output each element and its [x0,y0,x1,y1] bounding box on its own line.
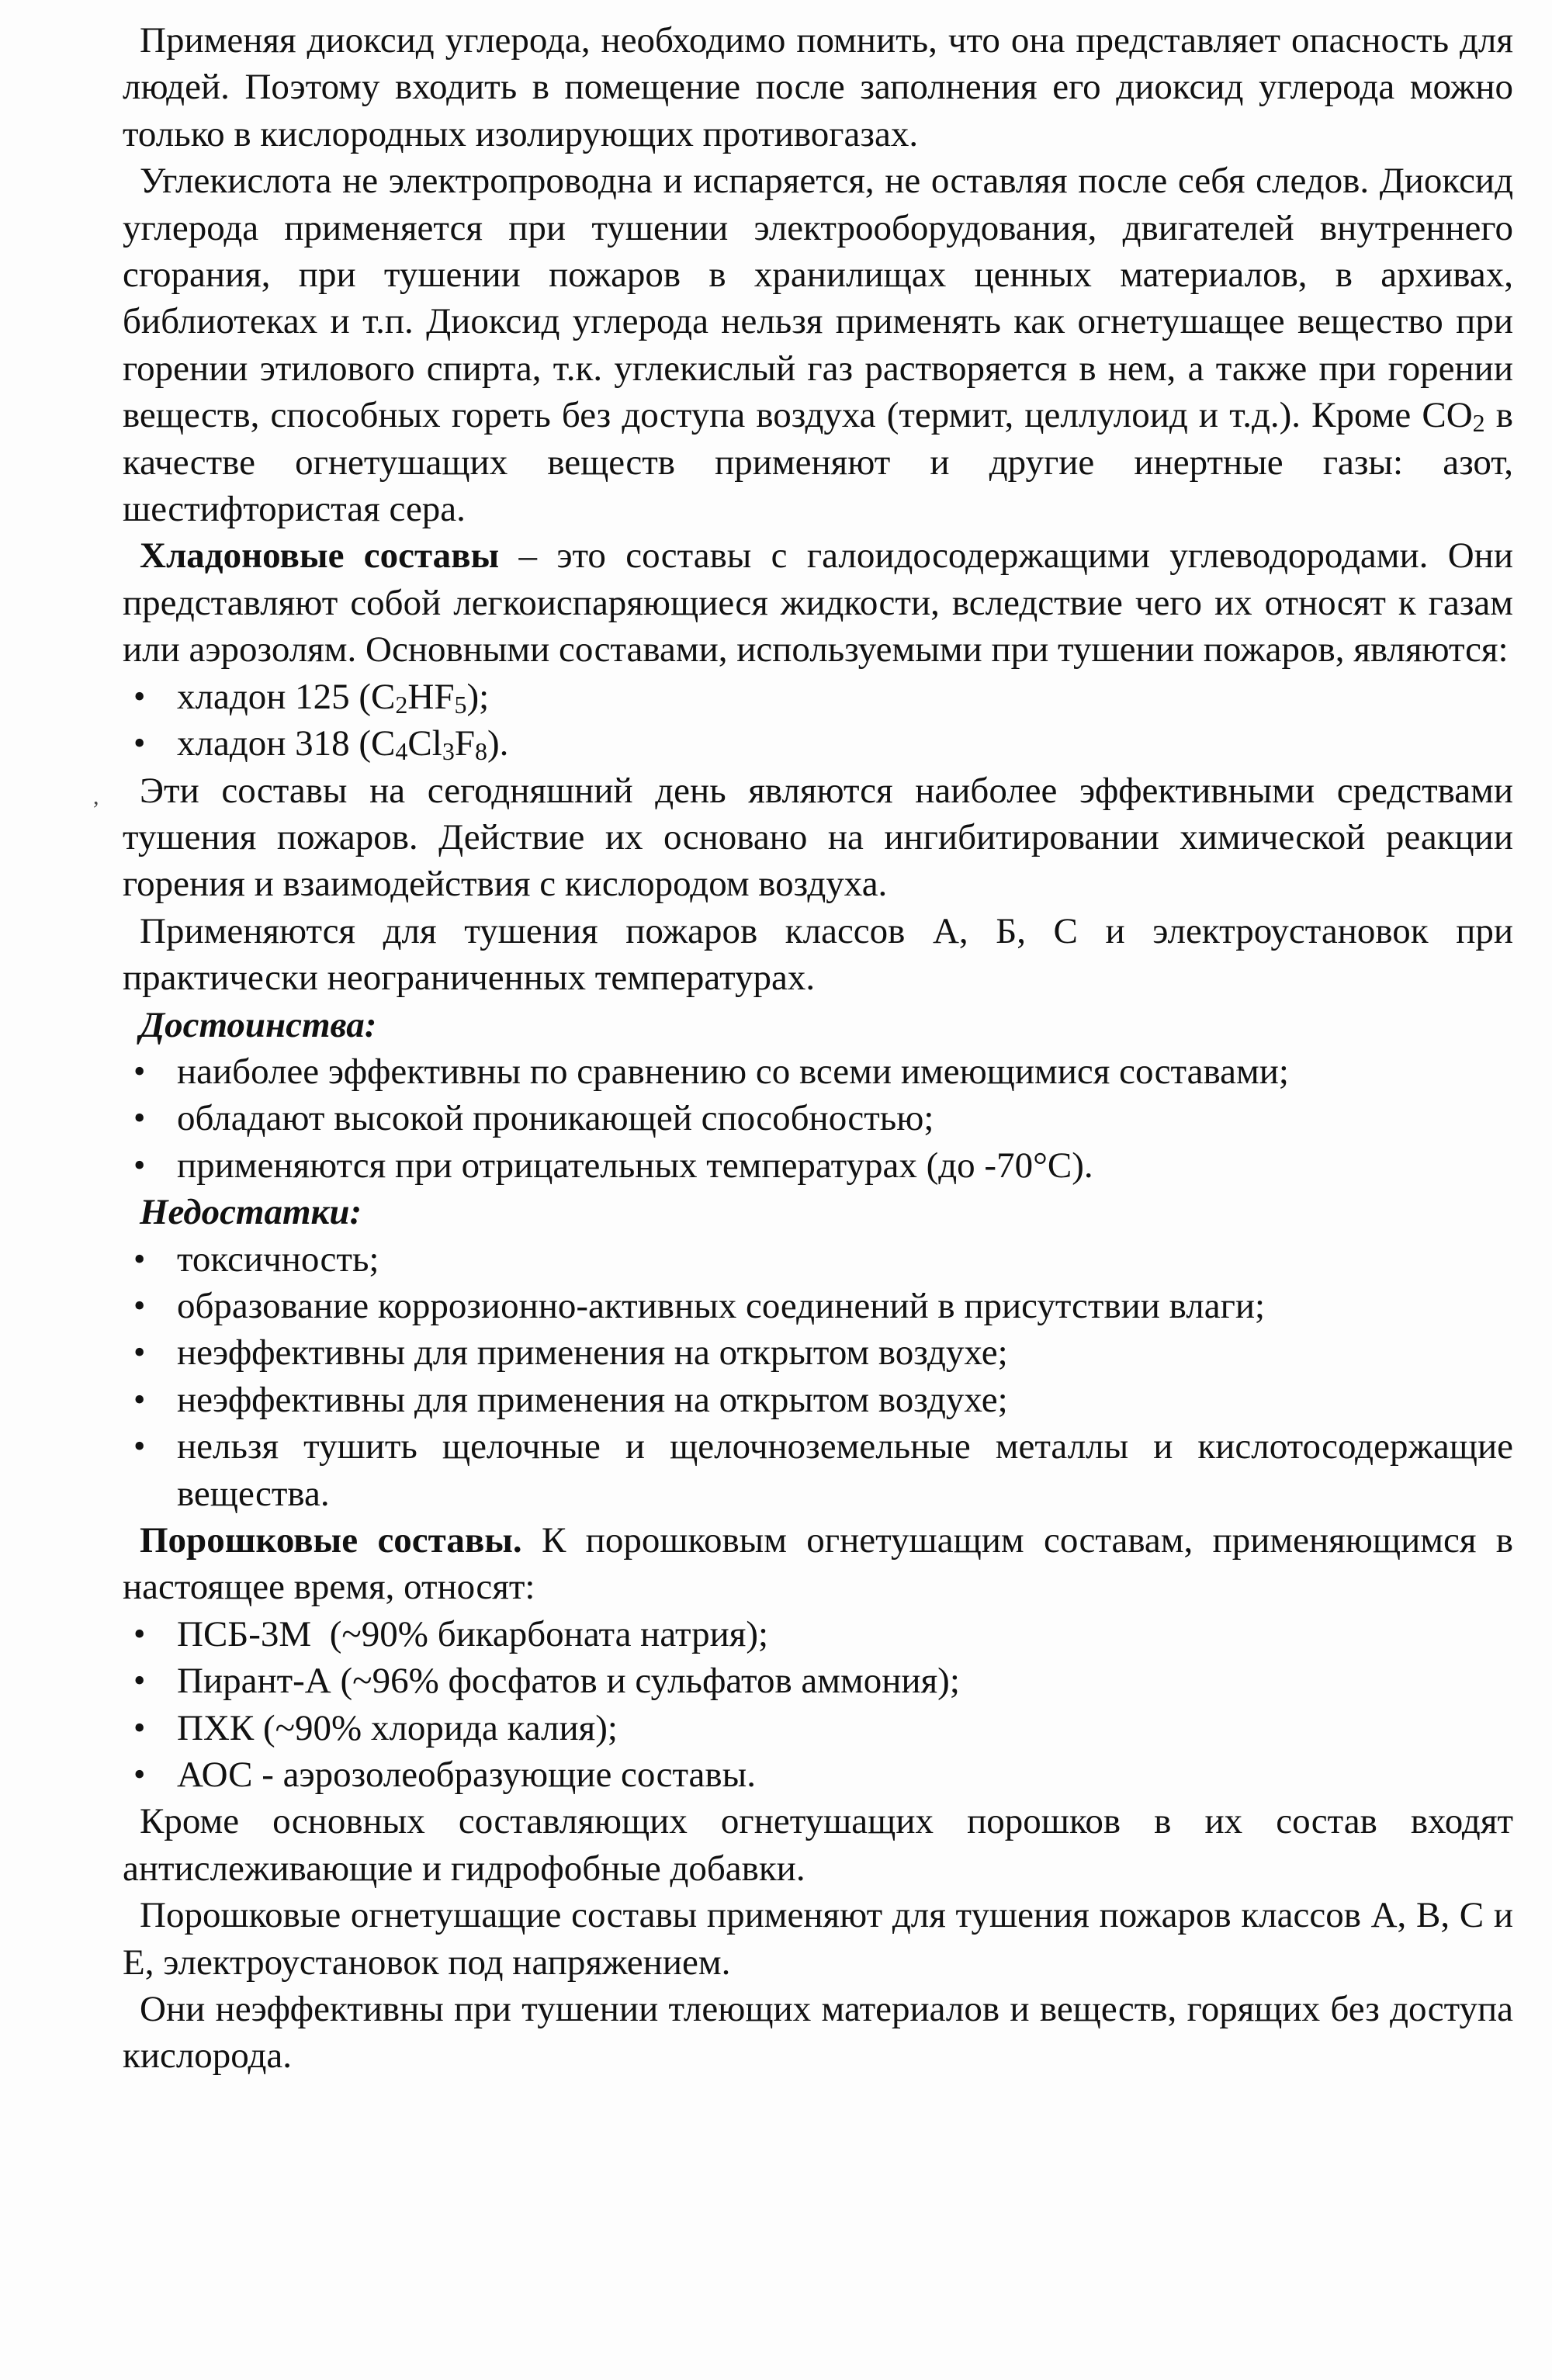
list-item: • неэффективны для применения на открытом воздухе; [123,1329,1513,1376]
bullet-icon: • [133,1286,146,1325]
disadvantages-list [123,1236,1513,1517]
disadvantages-heading: Недостатки: [140,1192,362,1233]
section-title-powder: Порошковые составы. [140,1520,522,1561]
document-body [123,17,1513,2080]
powders-list [123,1611,1513,1799]
list-item: • применяются при отрицательных температурах (до -70°С). [123,1142,1513,1189]
bullet-icon: • [133,1755,146,1794]
list-item: • токсичность; [123,1236,1513,1283]
bullet-icon: • [133,1380,146,1419]
freon-list [123,674,1513,767]
advantages-list [123,1048,1513,1189]
bullet-icon: • [133,1614,146,1653]
bullet-icon: • [133,1099,146,1138]
paragraph-freon-application: Применяются для тушения пожаров классов А, Б, С и электроустановок при практически неограниченных температурах. [123,910,1513,999]
bullet-icon: • [133,1661,146,1700]
paragraph-powder-intro: Порошковые составы. К порошковым огнетушащим составам, применяющимся в настоящее время, относят: [123,1520,1513,1608]
bullet-icon: • [133,1708,146,1747]
bullet-icon: • [133,677,146,715]
bullet-icon: • [133,1333,146,1372]
list-item: • Пирант-А (~96% фосфатов и сульфатов аммония); [123,1658,1513,1704]
paragraph-powder-application: Порошковые огнетушащие составы применяют для тушения пожаров классов А, В, С и Е, электроустановок под напряжением. [123,1895,1513,1983]
bullet-icon: • [133,1427,146,1466]
section-title-freon: Хладоновые составы [140,535,500,577]
bullet-icon: • [133,1145,146,1184]
list-item: • АОС - аэрозолеобразующие составы. [123,1751,1513,1798]
bullet-icon: • [133,724,146,763]
paragraph-powder-limitations: Они неэффективны при тушении тлеющих материалов и веществ, горящих без доступа кислорода. [123,1989,1513,2077]
list-item: • наиболее эффективны по сравнению со всеми имеющимися составами; [123,1048,1513,1095]
list-item: • неэффективны для применения на открытом воздухе; [123,1377,1513,1423]
list-item: • обладают высокой проникающей способностью; [123,1095,1513,1141]
stray-mark: , [93,784,99,809]
list-item: • нельзя тушить щелочные и щелочноземельные металлы и кислотосодержащие вещества. [123,1423,1513,1517]
list-item: • ПСБ-3М (~90% бикарбоната натрия); [123,1611,1513,1658]
bullet-icon: • [133,1051,146,1090]
paragraph-freon-effectiveness: Эти составы на сегодняшний день являются наиболее эффективными средствами тушения пожаров. Действие их основано на ингибитировании химической реакции горения и взаимодействия с кислородом воздуха. [123,770,1513,905]
list-item: • ПХК (~90% хлорида калия); [123,1705,1513,1751]
list-item: • образование коррозионно-активных соединений в присутствии влаги; [123,1283,1513,1329]
list-item: • хладон 318 $(C_4Cl_3F_8)$. [123,720,1513,767]
list-item: • хладон 125 $(C_2HF_5)$; [123,674,1513,720]
bullet-icon: • [133,1239,146,1278]
paragraph-co2-usage: Углекислота не электропроводна и испаряется, не оставляя после себя следов. Диоксид углерода применяется при тушении электрооборудования, двигателей внутреннего сгорания, при тушении пожаров в хранилищах ценных материалов, в архивах, библиотеках и т.п. Диоксид углерода нельзя применять как огнетушащее вещество при горении этилового спирта, т.к. углекислый газ растворяется в нем, а также при горении веществ, способных гореть без доступа воздуха (термит, целлулоид и т.д.). Кроме $CO_2$ в качестве огнетушащих веществ применяют и другие инертные газы: азот, шестифтористая сера. [123,161,1513,530]
paragraph-co2-danger: Применяя диоксид углерода, необходимо помнить, что она представляет опасность для людей. Поэтому входить в помещение после заполнения его диоксид углерода можно только в кислородных изолирующих противогазах. [123,20,1513,154]
paragraph-powder-additives: Кроме основных составляющих огнетушащих порошков в их состав входят антислеживающие и гидрофобные добавки. [123,1801,1513,1889]
paragraph-freon-intro: Хладоновые составы – это составы с галоидосодержащими углеводородами. Они представляют собой легкоиспаряющиеся жидкости, вследствие чего их относят к газам или аэрозолям. Основными составами, используемыми при тушении пожаров, являются: [123,535,1513,670]
advantages-heading: Достоинства: [140,1004,377,1045]
